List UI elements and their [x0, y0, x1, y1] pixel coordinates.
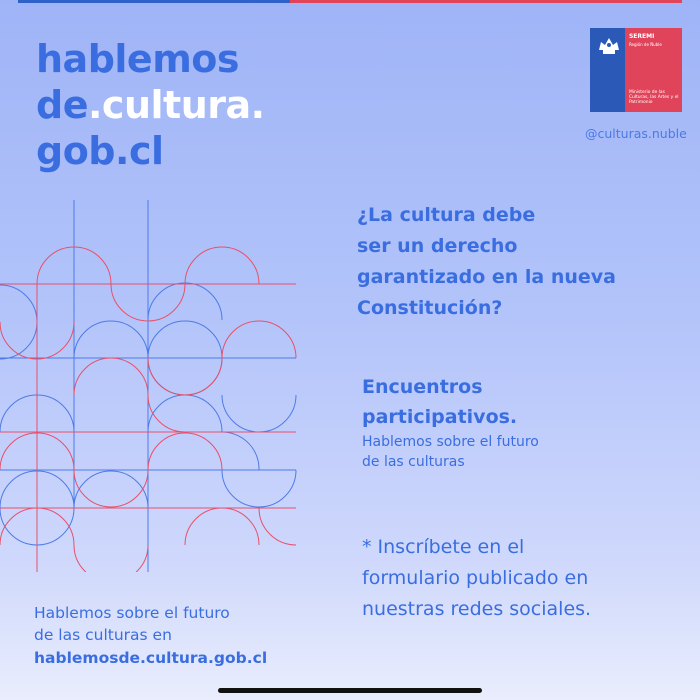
seremi-title: SEREMI [628, 33, 655, 40]
question-line: ¿La cultura debe [357, 204, 536, 226]
campaign-logo-text [36, 36, 265, 174]
encuentros-subtitle-line: de las culturas [362, 454, 465, 470]
registration-note-line: formulario publicado en [362, 567, 589, 589]
seremi-logo-blue-panel [590, 28, 625, 112]
footer-block [34, 602, 267, 670]
footer-website-url[interactable]: hablemosde.cultura.gob.cl [34, 649, 268, 667]
registration-note-line: * Inscríbete en el [362, 536, 525, 558]
question-line: garantizado en la nueva [357, 266, 617, 288]
logo-line-2-prefix: de [36, 83, 88, 127]
encuentros-title-line: participativos. [362, 406, 518, 428]
home-indicator-bar[interactable] [218, 688, 482, 693]
footer-line-1: Hablemos sobre el futuro [34, 604, 230, 622]
top-accent-bar [18, 0, 682, 3]
question-line: ser un derecho [357, 235, 518, 257]
social-handle: @culturas.nuble [585, 126, 687, 141]
chile-crest-icon [596, 34, 622, 56]
registration-note [362, 532, 591, 625]
encuentros-title [362, 372, 539, 432]
top-bar-blue-segment [18, 0, 290, 3]
logo-line-1: hablemos [36, 37, 240, 81]
geometric-pattern-illustration [0, 200, 300, 572]
seremi-logo [590, 28, 682, 112]
encuentros-section [362, 372, 539, 472]
encuentros-subtitle-line: Hablemos sobre el futuro [362, 434, 539, 450]
seremi-region: Región de Ñuble [628, 42, 662, 47]
logo-line-2 [36, 82, 265, 128]
footer-line-2: de las culturas en [34, 626, 172, 644]
logo-line-3: gob.cl [36, 129, 164, 173]
encuentros-subtitle [362, 432, 539, 472]
seremi-ministry: Ministerio de las Culturas, las Artes y el Patrimonio [628, 90, 679, 105]
question-heading [357, 200, 616, 324]
encuentros-title-line: Encuentros [362, 376, 483, 398]
registration-note-line: nuestras redes sociales. [362, 598, 592, 620]
top-bar-red-segment [290, 0, 682, 3]
seremi-logo-red-panel [625, 28, 682, 112]
question-line: Constitución? [357, 297, 503, 319]
logo-line-2-highlight: .cultura. [87, 83, 265, 127]
